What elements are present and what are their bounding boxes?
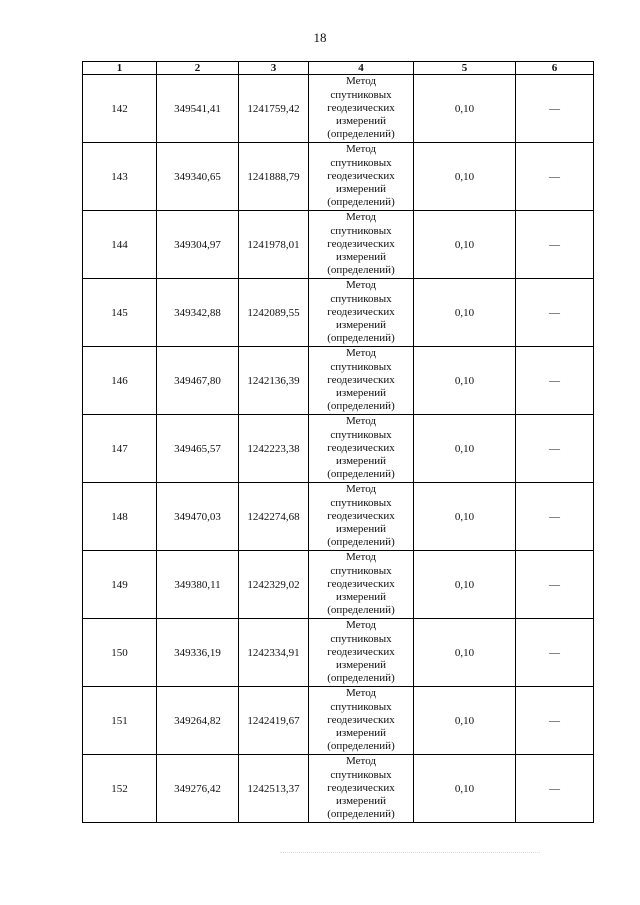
method-line: Метод — [346, 619, 376, 632]
column-header-2: 2 — [157, 62, 239, 75]
description-cell — [516, 415, 594, 483]
point-number: 143 — [83, 143, 157, 211]
table-row — [83, 687, 594, 755]
method-line: (определений) — [327, 604, 395, 617]
method-line: геодезических — [327, 645, 395, 658]
method-line: (определений) — [327, 264, 395, 277]
method-cell — [309, 143, 414, 211]
table-body — [83, 75, 594, 823]
column-header-1: 1 — [83, 62, 157, 75]
method-line: спутниковых — [330, 496, 392, 509]
method-cell — [309, 279, 414, 347]
x-coordinate: 349465,57 — [157, 415, 239, 483]
table-row — [83, 347, 594, 415]
point-number: 150 — [83, 619, 157, 687]
method-line: спутниковых — [330, 700, 392, 713]
accuracy-value: 0,10 — [414, 619, 516, 687]
accuracy-value: 0,10 — [414, 415, 516, 483]
point-number: 146 — [83, 347, 157, 415]
point-number: 145 — [83, 279, 157, 347]
method-line: измерений — [336, 319, 386, 332]
description-cell — [516, 551, 594, 619]
description-dash: — — [549, 102, 560, 115]
method-line: геодезических — [327, 373, 395, 386]
table-row — [83, 619, 594, 687]
method-line: (определений) — [327, 740, 395, 753]
description-cell — [516, 619, 594, 687]
point-number: 144 — [83, 211, 157, 279]
x-coordinate: 349340,65 — [157, 143, 239, 211]
method-line: спутниковых — [330, 88, 392, 101]
x-coordinate: 349336,19 — [157, 619, 239, 687]
method-cell — [309, 551, 414, 619]
y-coordinate: 1242274,68 — [239, 483, 309, 551]
accuracy-value: 0,10 — [414, 75, 516, 143]
accuracy-value: 0,10 — [414, 551, 516, 619]
table-row — [83, 483, 594, 551]
y-coordinate: 1241978,01 — [239, 211, 309, 279]
method-line: Метод — [346, 415, 376, 428]
method-line: геодезических — [327, 577, 395, 590]
table-row — [83, 755, 594, 823]
method-cell — [309, 687, 414, 755]
method-line: (определений) — [327, 128, 395, 141]
x-coordinate: 349470,03 — [157, 483, 239, 551]
method-line: Метод — [346, 551, 376, 564]
method-line: геодезических — [327, 509, 395, 522]
description-cell — [516, 755, 594, 823]
method-line: измерений — [336, 387, 386, 400]
header-row — [83, 62, 594, 75]
method-line: спутниковых — [330, 292, 392, 305]
description-dash: — — [549, 306, 560, 319]
method-cell — [309, 75, 414, 143]
point-number: 149 — [83, 551, 157, 619]
accuracy-value: 0,10 — [414, 755, 516, 823]
method-line: спутниковых — [330, 632, 392, 645]
description-dash: — — [549, 170, 560, 183]
method-line: Метод — [346, 75, 376, 88]
description-dash: — — [549, 714, 560, 727]
column-header-6: 6 — [516, 62, 594, 75]
description-cell — [516, 347, 594, 415]
point-number: 151 — [83, 687, 157, 755]
description-cell — [516, 143, 594, 211]
method-line: спутниковых — [330, 156, 392, 169]
method-line: (определений) — [327, 672, 395, 685]
point-number: 142 — [83, 75, 157, 143]
method-line: измерений — [336, 455, 386, 468]
x-coordinate: 349541,41 — [157, 75, 239, 143]
table-row — [83, 143, 594, 211]
method-line: спутниковых — [330, 428, 392, 441]
description-dash: — — [549, 442, 560, 455]
description-cell — [516, 211, 594, 279]
method-line: измерений — [336, 659, 386, 672]
accuracy-value: 0,10 — [414, 211, 516, 279]
method-line: измерений — [336, 183, 386, 196]
description-dash: — — [549, 374, 560, 387]
method-line: геодезических — [327, 169, 395, 182]
x-coordinate: 349264,82 — [157, 687, 239, 755]
method-line: геодезических — [327, 441, 395, 454]
description-cell — [516, 687, 594, 755]
method-line: измерений — [336, 727, 386, 740]
accuracy-value: 0,10 — [414, 687, 516, 755]
column-header-3: 3 — [239, 62, 309, 75]
y-coordinate: 1242334,91 — [239, 619, 309, 687]
table-row — [83, 551, 594, 619]
point-number: 152 — [83, 755, 157, 823]
method-line: (определений) — [327, 808, 395, 821]
method-line: Метод — [346, 347, 376, 360]
method-line: (определений) — [327, 536, 395, 549]
method-line: (определений) — [327, 468, 395, 481]
description-dash: — — [549, 782, 560, 795]
column-header-4: 4 — [309, 62, 414, 75]
method-line: геодезических — [327, 781, 395, 794]
method-line: Метод — [346, 483, 376, 496]
method-cell — [309, 755, 414, 823]
x-coordinate: 349342,88 — [157, 279, 239, 347]
method-cell — [309, 619, 414, 687]
x-coordinate: 349276,42 — [157, 755, 239, 823]
y-coordinate: 1242419,67 — [239, 687, 309, 755]
point-number: 147 — [83, 415, 157, 483]
method-line: измерений — [336, 251, 386, 264]
table-row — [83, 75, 594, 143]
method-line: (определений) — [327, 400, 395, 413]
accuracy-value: 0,10 — [414, 143, 516, 211]
coordinates-table — [82, 61, 594, 823]
y-coordinate: 1242089,55 — [239, 279, 309, 347]
description-cell — [516, 75, 594, 143]
description-dash: — — [549, 578, 560, 591]
method-cell — [309, 415, 414, 483]
method-line: спутниковых — [330, 768, 392, 781]
method-line: измерений — [336, 795, 386, 808]
method-line: спутниковых — [330, 564, 392, 577]
scan-artifact — [280, 852, 540, 855]
method-cell — [309, 483, 414, 551]
y-coordinate: 1242329,02 — [239, 551, 309, 619]
x-coordinate: 349467,80 — [157, 347, 239, 415]
table-row — [83, 211, 594, 279]
x-coordinate: 349380,11 — [157, 551, 239, 619]
x-coordinate: 349304,97 — [157, 211, 239, 279]
method-line: Метод — [346, 211, 376, 224]
method-line: Метод — [346, 143, 376, 156]
page-number: 18 — [313, 30, 327, 45]
description-dash: — — [549, 646, 560, 659]
description-dash: — — [549, 510, 560, 523]
column-header-5: 5 — [414, 62, 516, 75]
method-line: геодезических — [327, 713, 395, 726]
method-line: Метод — [346, 687, 376, 700]
table-row — [83, 279, 594, 347]
method-line: спутниковых — [330, 360, 392, 373]
method-line: спутниковых — [330, 224, 392, 237]
method-cell — [309, 347, 414, 415]
method-line: (определений) — [327, 332, 395, 345]
y-coordinate: 1242136,39 — [239, 347, 309, 415]
table-row — [83, 415, 594, 483]
accuracy-value: 0,10 — [414, 347, 516, 415]
description-dash: — — [549, 238, 560, 251]
method-line: геодезических — [327, 101, 395, 114]
accuracy-value: 0,10 — [414, 279, 516, 347]
method-line: измерений — [336, 523, 386, 536]
method-cell — [309, 211, 414, 279]
method-line: геодезических — [327, 305, 395, 318]
y-coordinate: 1242223,38 — [239, 415, 309, 483]
y-coordinate: 1241888,79 — [239, 143, 309, 211]
method-line: измерений — [336, 115, 386, 128]
method-line: Метод — [346, 279, 376, 292]
description-cell — [516, 483, 594, 551]
accuracy-value: 0,10 — [414, 483, 516, 551]
y-coordinate: 1241759,42 — [239, 75, 309, 143]
y-coordinate: 1242513,37 — [239, 755, 309, 823]
description-cell — [516, 279, 594, 347]
point-number: 148 — [83, 483, 157, 551]
method-line: измерений — [336, 591, 386, 604]
method-line: Метод — [346, 755, 376, 768]
method-line: геодезических — [327, 237, 395, 250]
method-line: (определений) — [327, 196, 395, 209]
